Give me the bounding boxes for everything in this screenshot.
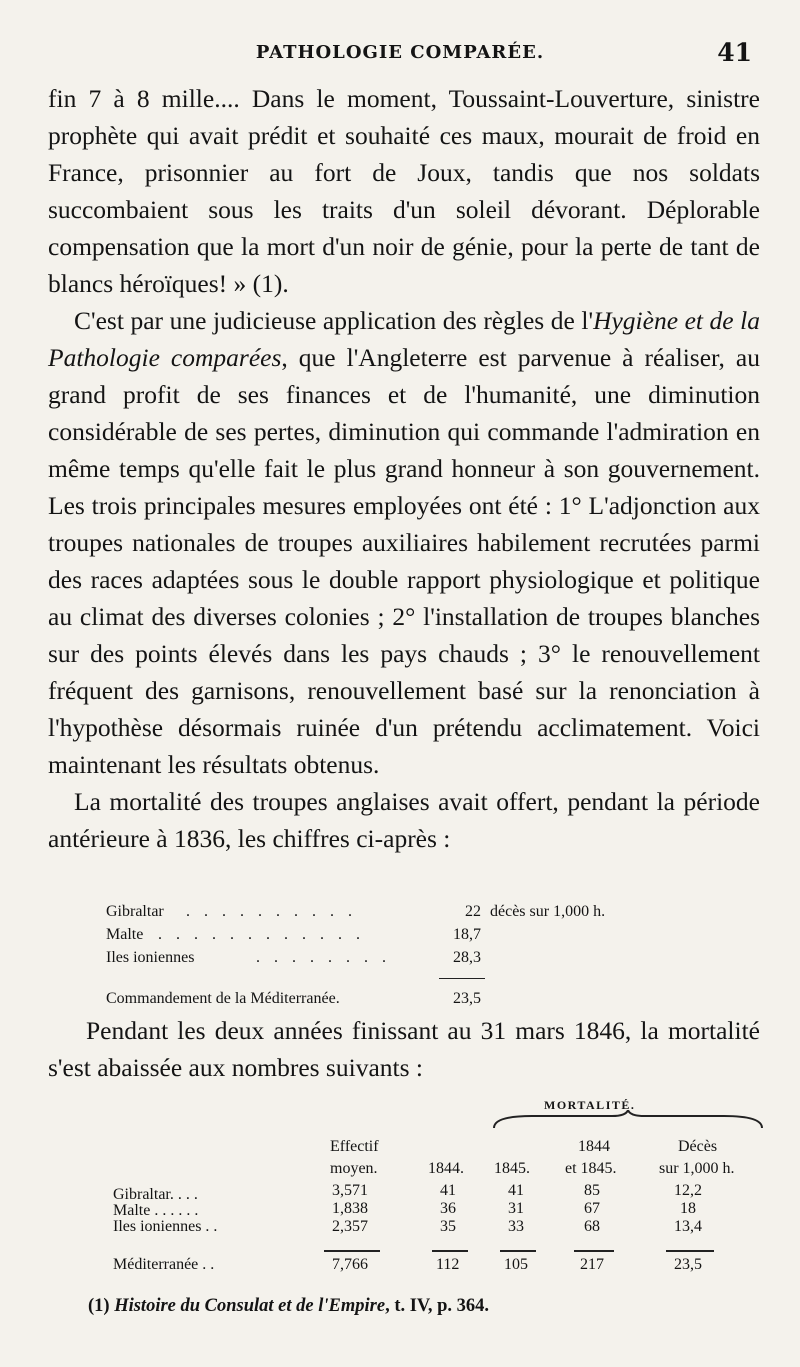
total-label: Méditerranée . . [113, 1256, 215, 1273]
sum-rule-1845 [500, 1250, 536, 1252]
row-label: Gibraltar. . . . [113, 1186, 198, 1203]
cell-rate: 12,2 [674, 1182, 702, 1199]
paragraph-4-text: Pendant les deux années finissant au 31 mars 1846, la mortalité s'est abaissée aux nombres suivants : [48, 1016, 760, 1082]
total-sum: 217 [580, 1256, 604, 1273]
row-label: Gibraltar [106, 903, 164, 920]
paragraph-1: fin 7 à 8 mille.... Dans le moment, Toussaint-Louverture, sinistre prophète qui avait prédit et souhaité ces maux, mourait de froid en France, prisonnier au fort de Joux, tandis que nos soldats succombaient sous les traits d'un soleil dévorant. Déplorable compensation que la mort d'un noir de génie, pour la perte de tant de blancs héroïques! » (1). [48, 84, 760, 298]
paragraph-2 [48, 302, 760, 783]
row-label: Iles ioniennes . . [113, 1218, 218, 1235]
cell-1845: 41 [508, 1182, 524, 1199]
row-label: Iles ioniennes [106, 949, 195, 966]
header-brace [492, 1110, 764, 1130]
cell-sum: 85 [584, 1182, 600, 1199]
footnote-rest: , t. IV, p. 364. [385, 1296, 490, 1316]
cell-rate: 13,4 [674, 1218, 702, 1235]
leader-dots: . . . . . . . . . . [186, 903, 357, 920]
paragraph-2-end: , que l'Angleterre est parvenue à réaliser, au grand profit de ses finances et de l'humanité, une diminution considérable de ses pertes, diminution qui commande l'admiration en même temps qu'elle fait le plus grand honneur à son gouvernement. Les trois principales mesures employées ont été : 1° L'adjonction aux troupes nationales de troupes auxiliaires habilement recrutées parmi des races adaptées sous le double rapport physiologique et politique au climat des diverses colonies ; 2° l'installation de troupes blanches sur des points élevés dans les pays chauds ; 3° le renouvellement fréquent des garnisons, renouvellement basé sur la renonciation à l'hypothèse désormais ruinée d'un prétendu acclimatement. Voici maintenant les résultats obtenus. [48, 343, 760, 779]
cell-1845: 31 [508, 1200, 524, 1217]
row-label: Malte . . . . . . [113, 1202, 199, 1219]
cell-effectif: 3,571 [332, 1182, 368, 1199]
row-value: 22 [465, 903, 481, 920]
main-text [48, 80, 760, 857]
running-title: PATHOLOGIE COMPARÉE. [255, 42, 545, 63]
cell-sum: 68 [584, 1218, 600, 1235]
footnote-marker: (1) [88, 1296, 110, 1316]
page-number: 41 [717, 38, 752, 67]
cell-1844: 41 [440, 1182, 456, 1199]
row-unit: décès sur 1,000 h. [490, 903, 606, 920]
leader-dots: . . . . . . . . . . . . [158, 926, 365, 943]
paragraph-2-italic: Hygiène et de la Pathologie comparées [48, 306, 760, 372]
total-value: 23,5 [453, 990, 481, 1007]
header-sum-2: et 1845. [565, 1160, 617, 1177]
cell-effectif: 2,357 [332, 1218, 368, 1235]
total-rate: 23,5 [674, 1256, 702, 1273]
total-1844: 112 [436, 1256, 460, 1273]
footnote [88, 1296, 768, 1317]
leader-dots: . . . . . . . . [256, 949, 391, 966]
paragraph-3: La mortalité des troupes anglaises avait offert, pendant la période antérieure à 1836, les chiffres ci-après : [48, 787, 760, 853]
sum-rule [439, 978, 485, 979]
sum-rule-1844 [432, 1250, 468, 1252]
row-value: 18,7 [453, 926, 481, 943]
header-effectif: Effectif [330, 1138, 379, 1155]
total-effectif: 7,766 [332, 1256, 368, 1273]
row-label: Malte [106, 926, 144, 943]
header-1844: 1844. [428, 1160, 464, 1177]
cell-rate: 18 [680, 1200, 696, 1217]
header-moyen: moyen. [330, 1160, 378, 1177]
row-value: 28,3 [453, 949, 481, 966]
header-1845: 1845. [494, 1160, 530, 1177]
cell-sum: 67 [584, 1200, 600, 1217]
header-sum-1: 1844 [578, 1138, 610, 1155]
footnote-title: Histoire du Consulat et de l'Empire [114, 1296, 386, 1316]
total-label: Commandement de la Méditerranée. [106, 990, 340, 1007]
sum-rule-rate [666, 1250, 714, 1252]
paragraph-2-start: C'est par une judicieuse application des règles de l' [74, 306, 594, 335]
mortality-table-before-1836 [106, 900, 666, 1010]
table-row [106, 946, 666, 969]
cell-1844: 36 [440, 1200, 456, 1217]
cell-1844: 35 [440, 1218, 456, 1235]
cell-effectif: 1,838 [332, 1200, 368, 1217]
table-row [106, 923, 666, 946]
total-1845: 105 [504, 1256, 528, 1273]
table-row [106, 900, 666, 923]
sum-rule-sum [574, 1250, 614, 1252]
paragraph-4 [48, 1012, 760, 1086]
page-header [0, 34, 800, 74]
sum-rule-effectif [324, 1250, 380, 1252]
table-total-row [106, 987, 666, 1010]
header-sur-1000: sur 1,000 h. [659, 1160, 735, 1177]
header-deces: Décès [678, 1138, 718, 1155]
mortality-table-1844-1845 [0, 1096, 800, 1286]
cell-1845: 33 [508, 1218, 524, 1235]
group-header-mortalite: MORTALITÉ. [544, 1098, 636, 1112]
